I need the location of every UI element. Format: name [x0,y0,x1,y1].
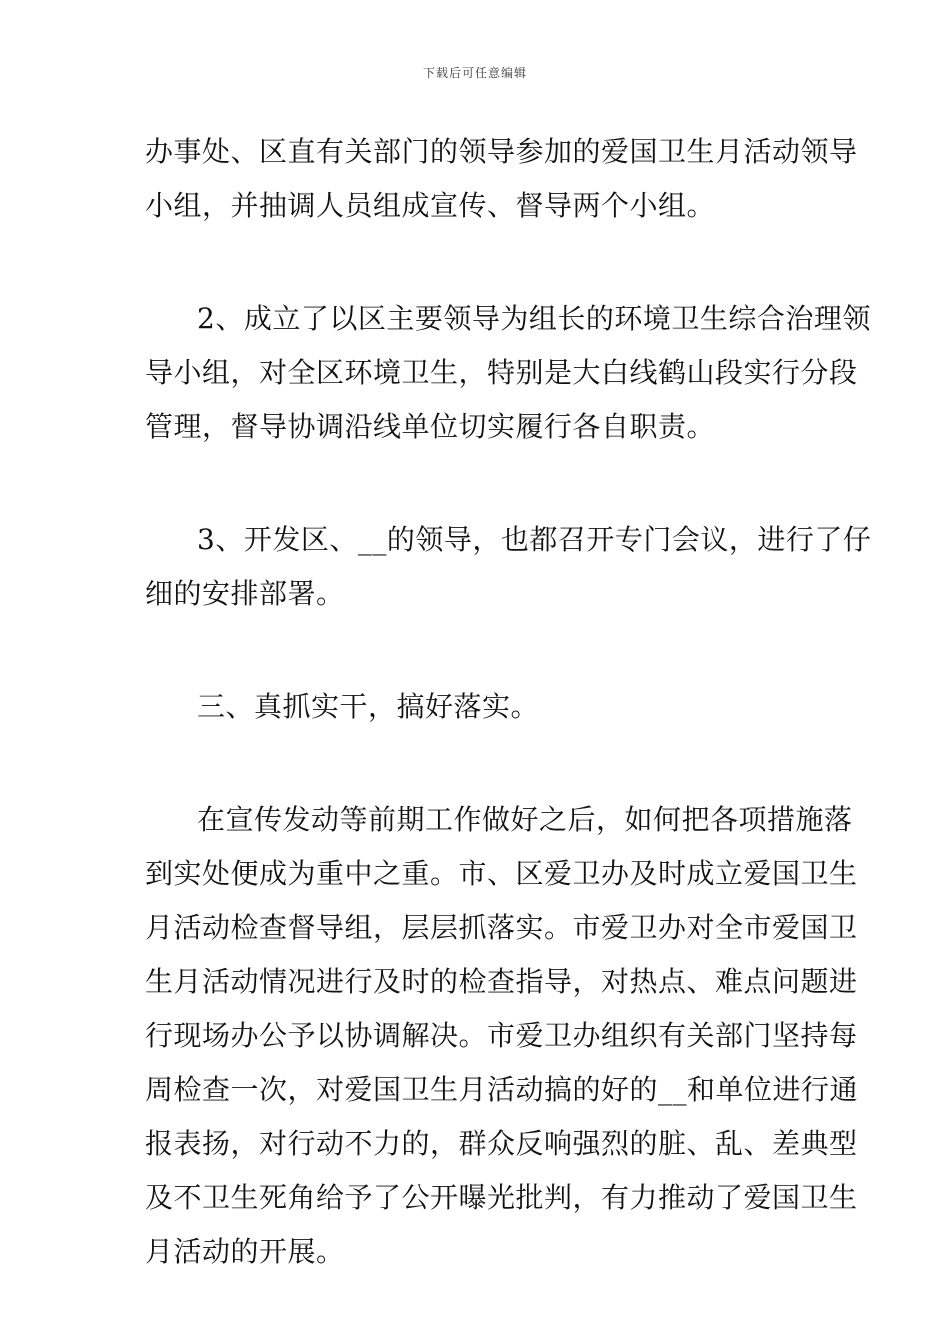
text-line: 生月活动情况进行及时的检查指导，对热点、难点问题进 [145,965,858,998]
section-heading [145,680,815,734]
text-line: 月活动的开展。 [145,1235,345,1268]
paragraph-gap [145,621,815,680]
text-line: 办事处、区直有关部门的领导参加的爱国卫生月活动领导 [145,135,858,168]
paragraph-gap [145,233,815,292]
text-line: 到实处便成为重中之重。市、区爱卫办及时成立爱国卫生 [145,857,858,890]
paragraph [145,292,871,454]
paragraph [145,125,858,233]
text-line: 周检查一次，对爱国卫生月活动搞的好的__和单位进行通 [145,1073,859,1106]
paragraph [145,793,859,1279]
page-header: 下载后可任意编辑 [422,66,527,80]
text-line: 三、真抓实干，搞好落实。 [197,690,540,723]
text-line: 3、开发区、__的领导，也都召开专门会议，进行了仔 [197,523,872,556]
text-line: 在宣传发动等前期工作做好之后，如何把各项措施落 [197,803,853,836]
text-line: 导小组，对全区环境卫生，特别是大白线鹤山段实行分段 [145,356,858,389]
paragraph-gap [145,454,815,513]
text-line: 月活动检查督导组，层层抓落实。市爱卫办对全市爱国卫 [145,911,858,944]
text-line: 细的安排部署。 [145,577,345,610]
text-line: 2、成立了以区主要领导为组长的环境卫生综合治理领 [197,302,871,335]
paragraph-gap [145,734,815,793]
paragraph [145,513,872,621]
text-line: 及不卫生死角给予了公开曝光批判，有力推动了爱国卫生 [145,1181,858,1214]
document-body [145,125,872,1279]
text-line: 行现场办公予以协调解决。市爱卫办组织有关部门坚持每 [145,1019,858,1052]
text-line: 报表扬，对行动不力的，群众反响强烈的脏、乱、差典型 [145,1127,858,1160]
text-line: 小组，并抽调人员组成宣传、督导两个小组。 [145,189,716,222]
text-line: 管理，督导协调沿线单位切实履行各自职责。 [145,410,716,443]
